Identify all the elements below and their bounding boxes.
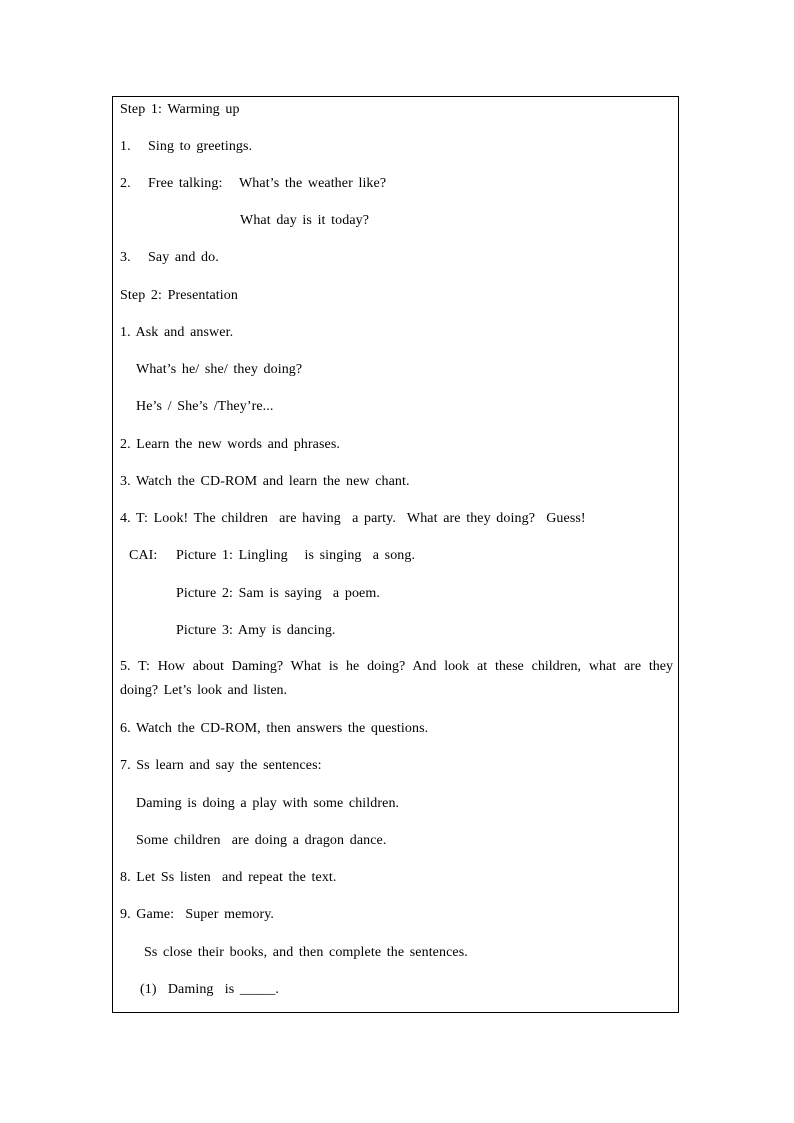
step2-line-9: 9. Game: Super memory.: [120, 907, 275, 922]
cai-picture-3: Picture 3: Amy is dancing.: [176, 623, 336, 638]
step2-line-2: What’s he/ she/ they doing?: [136, 362, 303, 377]
blank-sentence-1: (1) Daming is _____.: [140, 982, 279, 997]
step2-line-3: He’s / She’s /They’re...: [136, 399, 274, 414]
step2-line-8: 8. Let Ss listen and repeat the text.: [120, 870, 337, 885]
step2-line-1: 1. Ask and answer.: [120, 325, 234, 340]
step1-title: Step 1: Warming up: [120, 102, 240, 117]
step2-line-6: 4. T: Look! The children are having a party. What are they doing? Guess!: [120, 511, 586, 526]
cai-picture-2: Picture 2: Sam is saying a poem.: [176, 586, 380, 601]
cai-label: CAI:: [129, 548, 158, 563]
step2-title: Step 2: Presentation: [120, 288, 238, 303]
step1-item-2-num: 2.: [120, 176, 131, 191]
step1-item-3-text: Say and do.: [148, 250, 219, 265]
step1-item-1-text: Sing to greetings.: [148, 139, 253, 154]
step1-item-2-continuation: What day is it today?: [240, 213, 370, 228]
step1-item-1-num: 1.: [120, 139, 131, 154]
step2-line-5-paragraph: 5. T: How about Daming? What is he doing? And look at these children, what are they doing? Let’s look and listen.: [120, 659, 673, 698]
step2-line-7: 7. Ss learn and say the sentences:: [120, 758, 322, 773]
step1-item-3-num: 3.: [120, 250, 131, 265]
cai-picture-1: Picture 1: Lingling is singing a song.: [176, 548, 416, 563]
sentence-children: Some children are doing a dragon dance.: [136, 833, 387, 848]
step2-line-5: 3. Watch the CD-ROM and learn the new chant.: [120, 474, 410, 489]
game-instruction: Ss close their books, and then complete the sentences.: [144, 945, 468, 960]
step2-line-6-watch: 6. Watch the CD-ROM, then answers the questions.: [120, 721, 429, 736]
step2-line-4: 2. Learn the new words and phrases.: [120, 437, 340, 452]
sentence-daming: Daming is doing a play with some children.: [136, 796, 400, 811]
step1-item-2-text: Free talking: What’s the weather like?: [148, 176, 387, 191]
